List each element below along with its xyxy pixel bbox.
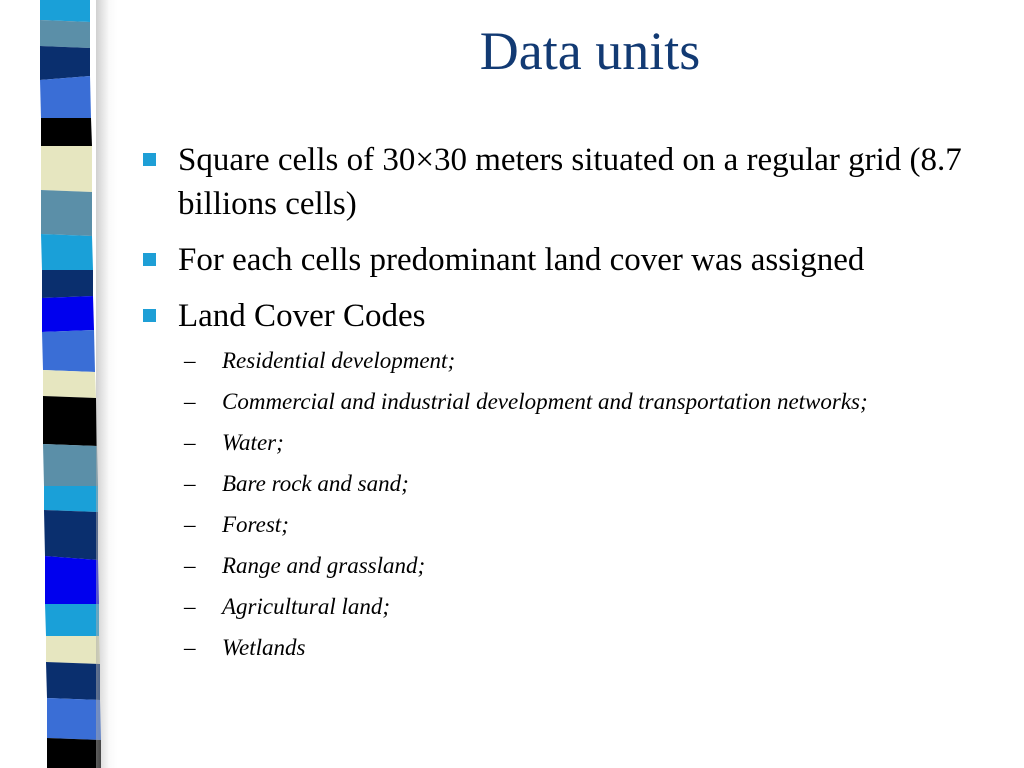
strip-band [46,662,100,700]
bullet-item [140,238,1020,282]
strip-band [43,370,96,398]
strip-band [47,698,101,740]
slide-title: Data units [479,21,701,81]
strip-band [47,738,101,768]
sub-list-item [140,549,1020,583]
dash-bullet-icon: – [184,512,196,537]
strip-band [45,556,99,604]
bullet-item [140,294,1020,338]
sub-item-text: Agricultural land; [222,594,391,619]
sub-item-text: Commercial and industrial development and transportation networks; [222,389,868,414]
square-bullet-icon [143,153,156,166]
strip-band [41,234,93,270]
strip-band [45,604,99,636]
strip-shadow [96,0,118,768]
land-cover-code-list [140,344,1020,665]
strip-band [43,396,97,446]
strip-band [42,330,95,372]
strip-band [40,0,90,22]
dash-bullet-icon: – [184,471,196,496]
square-bullet-icon [143,253,156,266]
dash-bullet-icon: – [184,430,196,455]
bullet-text: Square cells of 30×30 meters situated on a regular grid (8.7 billions cells) [178,142,962,222]
strip-band [42,296,94,332]
sub-item-text: Range and grassland; [222,553,426,578]
strip-band [41,118,92,146]
sub-list-item [140,508,1020,542]
strip-band [46,636,100,664]
strip-band [40,76,91,118]
sub-item-text: Residential development; [222,348,456,373]
sub-item-text: Forest; [222,512,289,537]
sub-list-item [140,426,1020,460]
strip-band [40,46,90,80]
strip-band [40,20,90,48]
strip-band [44,510,98,560]
strip-band [43,444,98,486]
dash-bullet-icon: – [184,348,196,373]
dash-bullet-icon: – [184,389,196,414]
sub-list-item [140,631,1020,665]
bullet-item [140,138,1020,226]
bullet-text: Land Cover Codes [178,298,426,334]
dash-bullet-icon: – [184,635,196,660]
sub-list-item [140,385,1020,419]
square-bullet-icon [143,309,156,322]
sub-list-item [140,344,1020,378]
sub-item-text: Wetlands [222,635,306,660]
strip-band [41,146,92,192]
strip-band [42,270,93,298]
strip-band [41,190,92,236]
dash-bullet-icon: – [184,594,196,619]
sub-item-text: Water; [222,430,284,455]
slide-body [140,138,1020,672]
bullet-text: For each cells predominant land cover was assigned [178,242,865,278]
sub-list-item [140,590,1020,624]
strip-band [44,486,98,512]
dash-bullet-icon: – [184,553,196,578]
sub-item-text: Bare rock and sand; [222,471,409,496]
sub-list-item [140,467,1020,501]
